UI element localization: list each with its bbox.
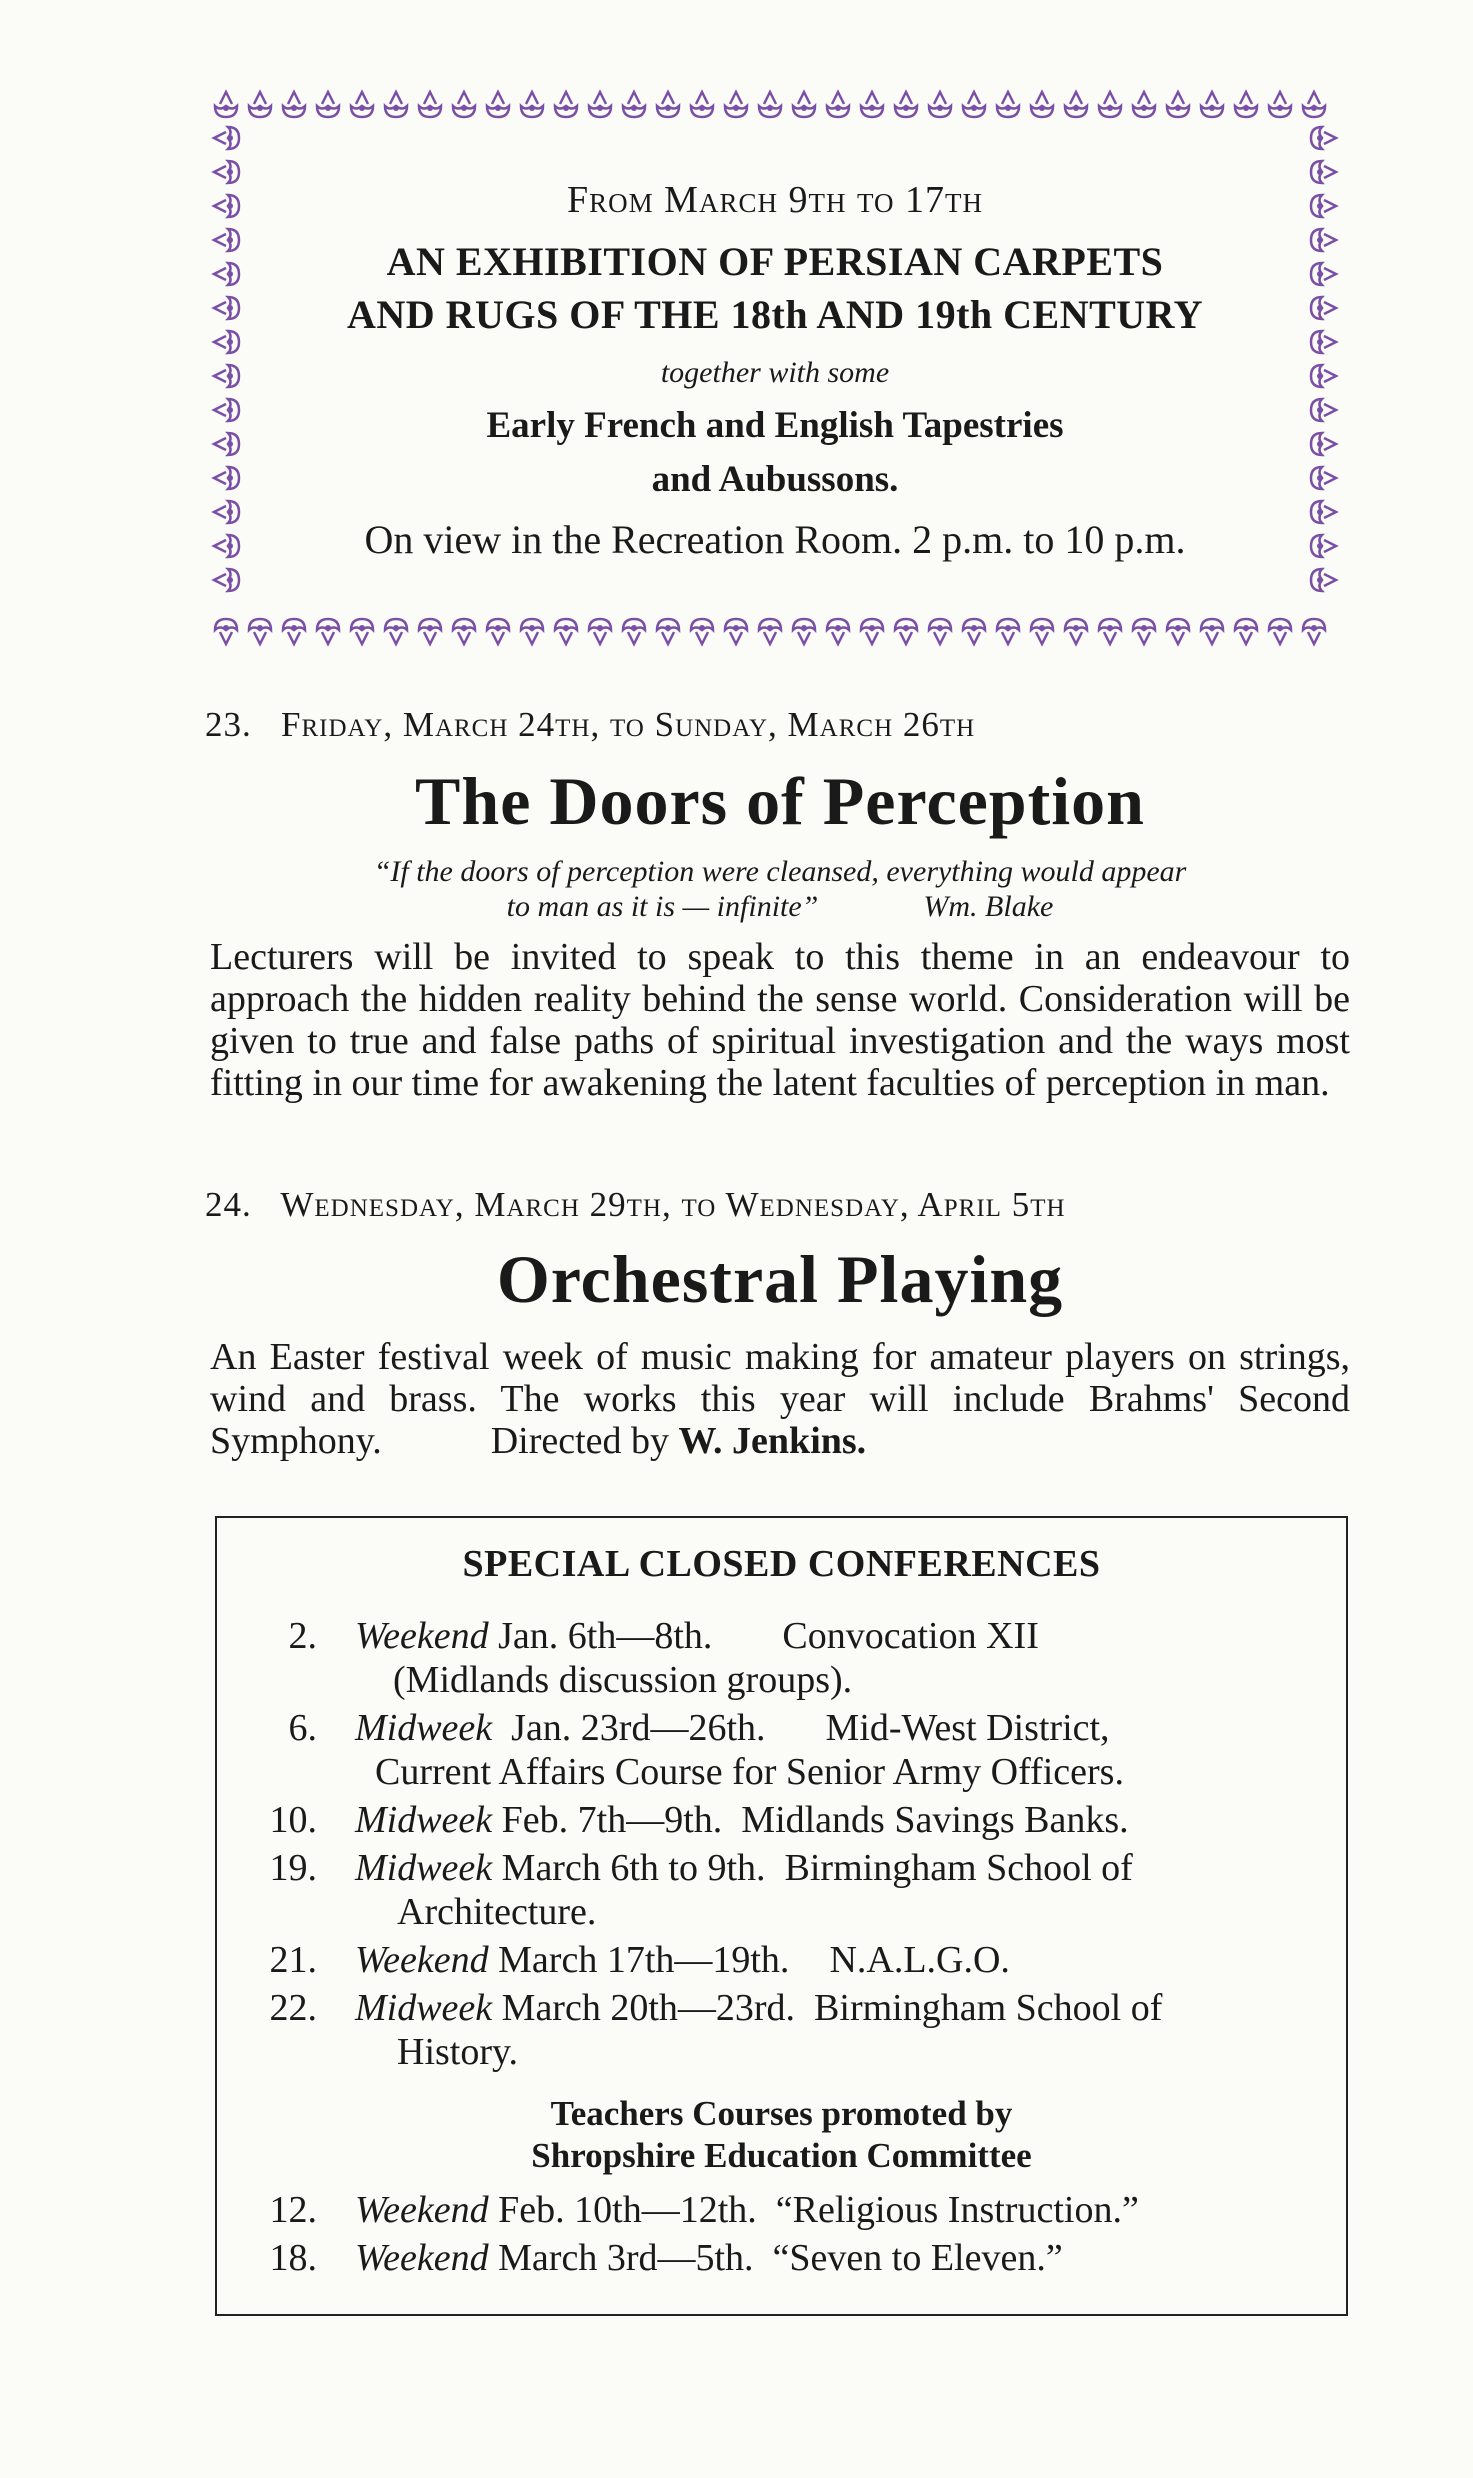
border-ornament [827, 92, 849, 117]
conference-description: “Religious Instruction.” [775, 2189, 1139, 2231]
border-ornament [1099, 619, 1121, 644]
border-ornament [249, 619, 271, 644]
border-ornament [1303, 619, 1325, 644]
border-ornament [623, 92, 645, 117]
exhibition-subtitle: together with some [660, 356, 890, 389]
conference-number: 2. [288, 1615, 317, 1657]
border-ornament [521, 92, 543, 117]
event-23-quote-line1: “If the doors of perception were cleansed, everything would appear [373, 855, 1187, 888]
border-ornament [589, 619, 611, 644]
border-ornament [861, 92, 883, 117]
border-ornament [793, 619, 815, 644]
teachers-heading-line1: Teachers Courses promoted by [550, 2094, 1013, 2133]
conference-description: Birmingham School of [784, 1847, 1133, 1889]
border-ornament [929, 619, 951, 644]
border-ornament [1133, 92, 1155, 117]
conference-description: N.A.L.G.O. [829, 1939, 1010, 1981]
event-24-title: Orchestral Playing [496, 1241, 1064, 1317]
border-ornament [827, 619, 849, 644]
border-ornament [317, 92, 339, 117]
conference-continuation: History. [397, 2031, 519, 2073]
border-ornament [215, 619, 237, 644]
event-23-title: The Doors of Perception [415, 763, 1145, 839]
border-ornament [997, 619, 1019, 644]
conference-number: 19. [269, 1847, 317, 1889]
border-ornament [691, 92, 713, 117]
border-ornament [1311, 127, 1336, 149]
conference-type: Weekend [355, 2189, 489, 2231]
conference-type: Midweek [355, 1987, 493, 2029]
conference-type: Midweek [355, 1799, 493, 1841]
conference-description: “Seven to Eleven.” [772, 2237, 1063, 2279]
border-ornament [351, 619, 373, 644]
teachers-heading-line2: Shropshire Education Committee [531, 2136, 1032, 2175]
border-ornament [1311, 569, 1336, 591]
border-ornament [283, 619, 305, 644]
border-ornament [1201, 619, 1223, 644]
event-23-date-text: Friday, March 24th, to Sunday, March 26th [281, 705, 976, 744]
conference-dates: March 17th—19th. [498, 1939, 790, 1981]
border-ornament [419, 92, 441, 117]
border-ornament [963, 619, 985, 644]
border-ornament [861, 619, 883, 644]
border-ornament [1065, 619, 1087, 644]
conference-description: Midlands Savings Banks. [741, 1799, 1129, 1841]
border-ornament [1167, 619, 1189, 644]
border-ornament [1269, 619, 1291, 644]
event-24-date-text: Wednesday, March 29th, to Wednesday, April 5th [280, 1185, 1066, 1224]
border-ornament [895, 619, 917, 644]
border-ornament [214, 569, 239, 591]
border-ornament [1235, 92, 1257, 117]
border-ornament [657, 92, 679, 117]
event-23-quote-line2 [205, 890, 1355, 924]
border-ornament [725, 619, 747, 644]
conference-description: Birmingham School of [814, 1987, 1163, 2029]
conference-type: Weekend [355, 1939, 489, 1981]
border-ornament [759, 619, 781, 644]
border-ornament [1269, 92, 1291, 117]
border-ornament [1235, 619, 1257, 644]
conference-continuation: Current Affairs Course for Senior Army Officers. [375, 1751, 1124, 1793]
border-ornament [895, 92, 917, 117]
border-ornament [385, 92, 407, 117]
exhibition-title-line2: AND RUGS OF THE 18th AND 19th CENTURY [346, 292, 1204, 337]
conference-dates: Jan. 23rd—26th. [511, 1707, 766, 1749]
border-ornament [963, 92, 985, 117]
border-ornament [1303, 92, 1325, 117]
border-ornament [215, 92, 237, 117]
border-ornament [419, 619, 441, 644]
conference-type: Weekend [355, 1615, 489, 1657]
border-ornament [385, 619, 407, 644]
border-ornament [487, 619, 509, 644]
conference-type: Midweek [355, 1707, 493, 1749]
border-ornament [351, 92, 373, 117]
border-ornament [725, 92, 747, 117]
border-ornament [1201, 92, 1223, 117]
border-ornament [1167, 92, 1189, 117]
border-ornament [1099, 92, 1121, 117]
conference-dates: March 3rd—5th. [498, 2237, 754, 2279]
conference-continuation: (Midlands discussion groups). [393, 1659, 853, 1701]
event-24-date [205, 1185, 1355, 1225]
border-ornament [1133, 619, 1155, 644]
border-ornament [555, 619, 577, 644]
border-ornament [283, 92, 305, 117]
event-24-description [210, 1336, 1350, 1462]
conference-number: 6. [288, 1707, 317, 1749]
border-ornament [623, 619, 645, 644]
event-24-description-text: An Easter festival week of music making for amateur players on strings, wind and brass. The works this year will include Brahms' Second Symphony. [210, 1336, 1350, 1462]
event-24-director: W. Jenkins. [678, 1420, 867, 1462]
border-ornament [1065, 92, 1087, 117]
event-23-number: 23. [205, 705, 252, 744]
conference-continuation: Architecture. [397, 1891, 597, 1933]
border-ornament [521, 619, 543, 644]
conference-description: Mid-West District, [825, 1707, 1110, 1749]
border-ornament [1031, 619, 1053, 644]
event-23-quote-text: to man as it is — infinite” [506, 890, 819, 923]
exhibition-dates: From March 9th to 17th [567, 179, 983, 221]
border-ornament [657, 619, 679, 644]
border-ornament [589, 92, 611, 117]
special-conferences-box [215, 1516, 1348, 2316]
exhibition-tapestries-line1: Early French and English Tapestries [486, 405, 1064, 446]
border-ornament [929, 92, 951, 117]
conference-number: 18. [269, 2237, 317, 2279]
conference-number: 10. [269, 1799, 317, 1841]
border-ornament [1031, 92, 1053, 117]
border-ornament [555, 92, 577, 117]
border-ornament [997, 92, 1019, 117]
border-ornament [453, 92, 475, 117]
conference-dates: March 20th—23rd. [501, 1987, 796, 2029]
border-ornament [317, 619, 339, 644]
event-23-description: Lecturers will be invited to speak to this theme in an endeavour to approach the hidden reality behind the sense world. Consideration will be given to true and false paths of spiritual investigation and the ways most fitting in our time for awakening the latent faculties of perception in man. [210, 936, 1350, 1104]
event-24-directed-by: Directed by [490, 1420, 670, 1462]
exhibition-notice [210, 88, 1340, 648]
event-24-number: 24. [205, 1185, 252, 1224]
conference-number: 21. [269, 1939, 317, 1981]
border-ornament [759, 92, 781, 117]
border-ornament [214, 127, 239, 149]
conference-number: 22. [269, 1987, 317, 2029]
border-ornament [487, 92, 509, 117]
conferences-heading: SPECIAL CLOSED CONFERENCES [462, 1543, 1101, 1585]
conference-dates: Jan. 6th—8th. [498, 1615, 713, 1657]
conference-dates: Feb. 10th—12th. [498, 2189, 757, 2231]
conference-dates: March 6th to 9th. [501, 1847, 766, 1889]
conference-type: Midweek [355, 1847, 493, 1889]
conference-number: 12. [269, 2189, 317, 2231]
border-ornament [453, 619, 475, 644]
exhibition-viewing-times: On view in the Recreation Room. 2 p.m. to 10 p.m. [364, 517, 1186, 562]
border-ornament [249, 92, 271, 117]
border-ornament [793, 92, 815, 117]
event-23-quote-author: Wm. Blake [923, 890, 1054, 923]
event-23-date [205, 705, 1355, 745]
conference-description: Convocation XII [782, 1615, 1039, 1657]
exhibition-tapestries-line2: and Aubussons. [651, 459, 899, 500]
conference-dates: Feb. 7th—9th. [501, 1799, 723, 1841]
conference-type: Weekend [355, 2237, 489, 2279]
border-ornament [691, 619, 713, 644]
exhibition-title-line1: AN EXHIBITION OF PERSIAN CARPETS [386, 239, 1164, 284]
